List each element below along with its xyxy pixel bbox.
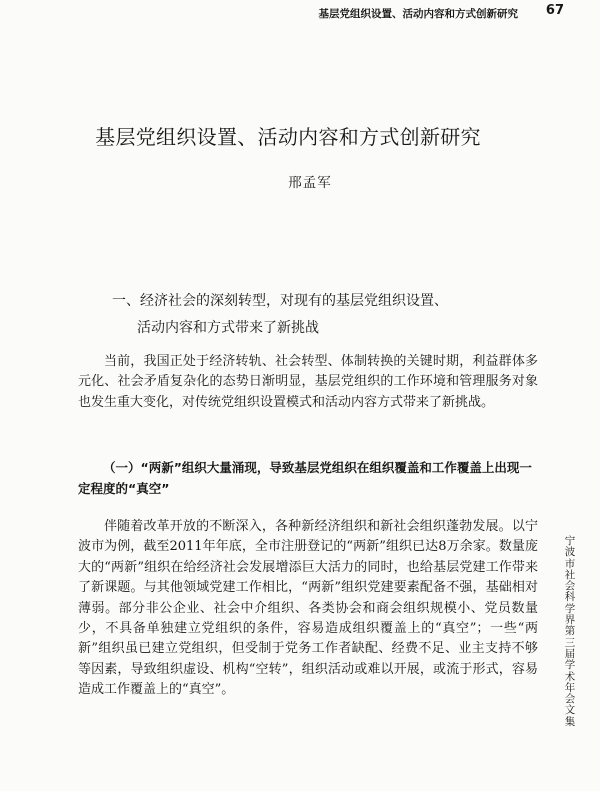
- body-paragraph-1: 当前，我国正处于经济转轨、社会转型、体制转换的关键时期，利益群体多元化、社会矛盾复杂化的态势日渐明显，基层党组织的工作环境和管理服务对象也发生重大变化，对传统党组织设置模式和活动内容方式带来了新挑战。: [78, 354, 538, 410]
- side-margin-text: 宁波市社会科学界第三届学术年会文集: [564, 535, 576, 728]
- section-heading-line-1: 一、经济社会的深刻转型，对现有的基层党组织设置、: [112, 293, 448, 309]
- body-paragraph-2: 伴随着改革开放的不断深入，各种新经济组织和新社会组织蓬勃发展。以宁波市为例，截至2011年年底，全市注册登记的“两新”组织已达8万余家。数量庞大的“两新”组织在给经济社会发展增添巨大活力的同时，也给基层党建工作带来了新课题。与其他领域党建工作相比，“两新”组织党建要素配备不强，基础相对薄弱。部分非公企业、社会中介组织、各类协会和商会组织规模小、党员数量少，不具备单独建立党组织的条件，容易造成组织覆盖上的“真空”；一些“两新”组织虽已建立党组织，但受制于党务工作者缺配、经费不足、业主支持不够等因素，导致组织虚设、机构“空转”，组织活动或难以开展，或流于形式，容易造成工作覆盖上的“真空”。: [78, 519, 538, 698]
- page-number: 67: [545, 3, 564, 18]
- subsection-heading: （一）“两新”组织大量涌现，导致基层党组织在组织覆盖和工作覆盖上出现一定程度的“真空”: [78, 460, 532, 496]
- section-heading-line-2: 活动内容和方式带来了新挑战: [137, 320, 319, 336]
- article-author: 邢孟军: [288, 175, 332, 191]
- article-title: 基层党组织设置、活动内容和方式创新研究: [95, 125, 481, 149]
- running-header-title: 基层党组织设置、活动内容和方式创新研究: [318, 8, 518, 20]
